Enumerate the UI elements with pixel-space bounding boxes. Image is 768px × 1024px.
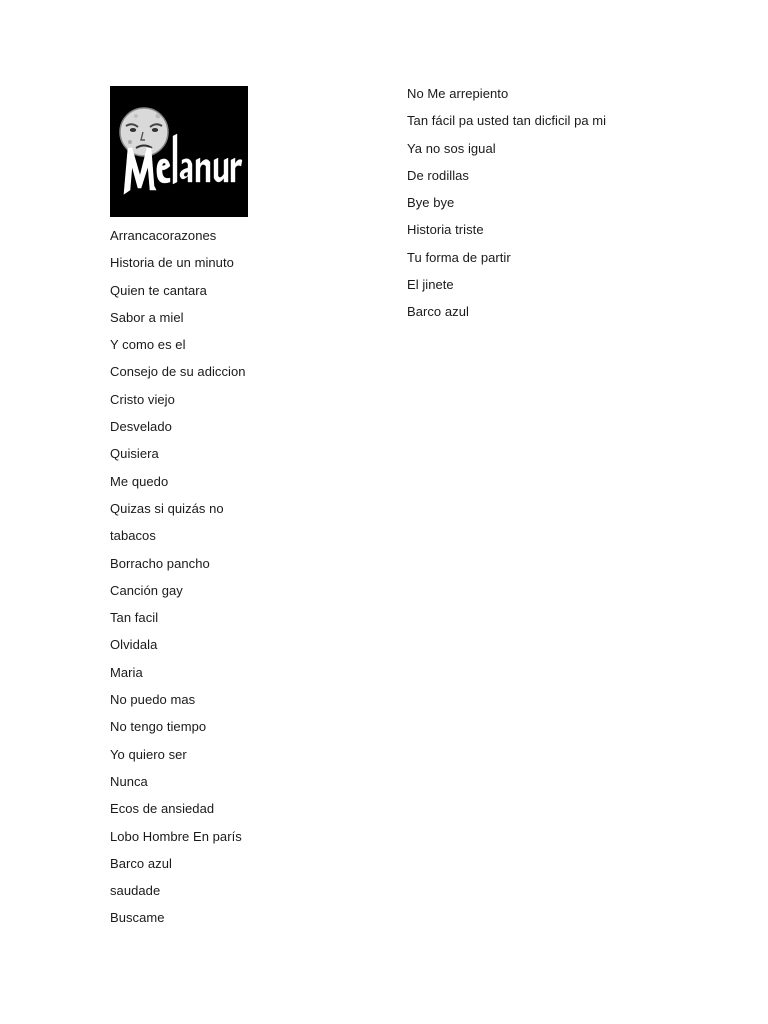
song-title: Consejo de su adiccion [110,364,246,380]
song-title: Historia de un minuto [110,255,234,271]
song-title: Sabor a miel [110,309,184,325]
song-title: saudade [110,883,161,899]
song-title: Me quedo [110,473,169,489]
song-list-left [110,227,246,937]
song-title: Cristo viejo [110,391,175,407]
song-title: Borracho pancho [110,555,210,571]
song-title: Olvidala [110,637,158,653]
song-title: tabacos [110,528,156,544]
song-title: Ya no sos igual [407,140,496,156]
song-title: Quizas si quizás no [110,500,224,516]
song-title: Tan facil [110,610,159,626]
song-list-right [407,85,606,331]
song-title: Barco azul [110,855,172,871]
song-title: Yo quiero ser [110,746,187,762]
song-title: Quien te cantara [110,282,207,298]
song-title: Bye bye [407,195,455,211]
song-title: Quisiera [110,446,159,462]
band-logo [110,86,248,217]
song-title: De rodillas [407,167,469,183]
song-title: No tengo tiempo [110,719,207,735]
song-title: Desvelado [110,419,172,435]
song-title: Buscame [110,910,165,926]
song-title: No puedo mas [110,692,196,708]
song-title: Barco azul [407,304,469,320]
song-title: Historia triste [407,222,484,238]
song-title: Maria [110,664,143,680]
song-title: Tu forma de partir [407,249,511,265]
song-title: Arrancacorazones [110,228,217,243]
song-title: Y como es el [110,337,186,353]
song-title: No Me arrepiento [407,86,509,101]
song-title: Lobo Hombre En parís [110,828,242,844]
song-title: Tan fácil pa usted tan dicficil pa mi [407,113,607,129]
sad-moon-face-icon [120,108,168,156]
song-title: El jinete [407,277,454,293]
song-title: Nunca [110,773,148,789]
song-title: Canción gay [110,582,183,598]
song-title: Ecos de ansiedad [110,801,215,817]
